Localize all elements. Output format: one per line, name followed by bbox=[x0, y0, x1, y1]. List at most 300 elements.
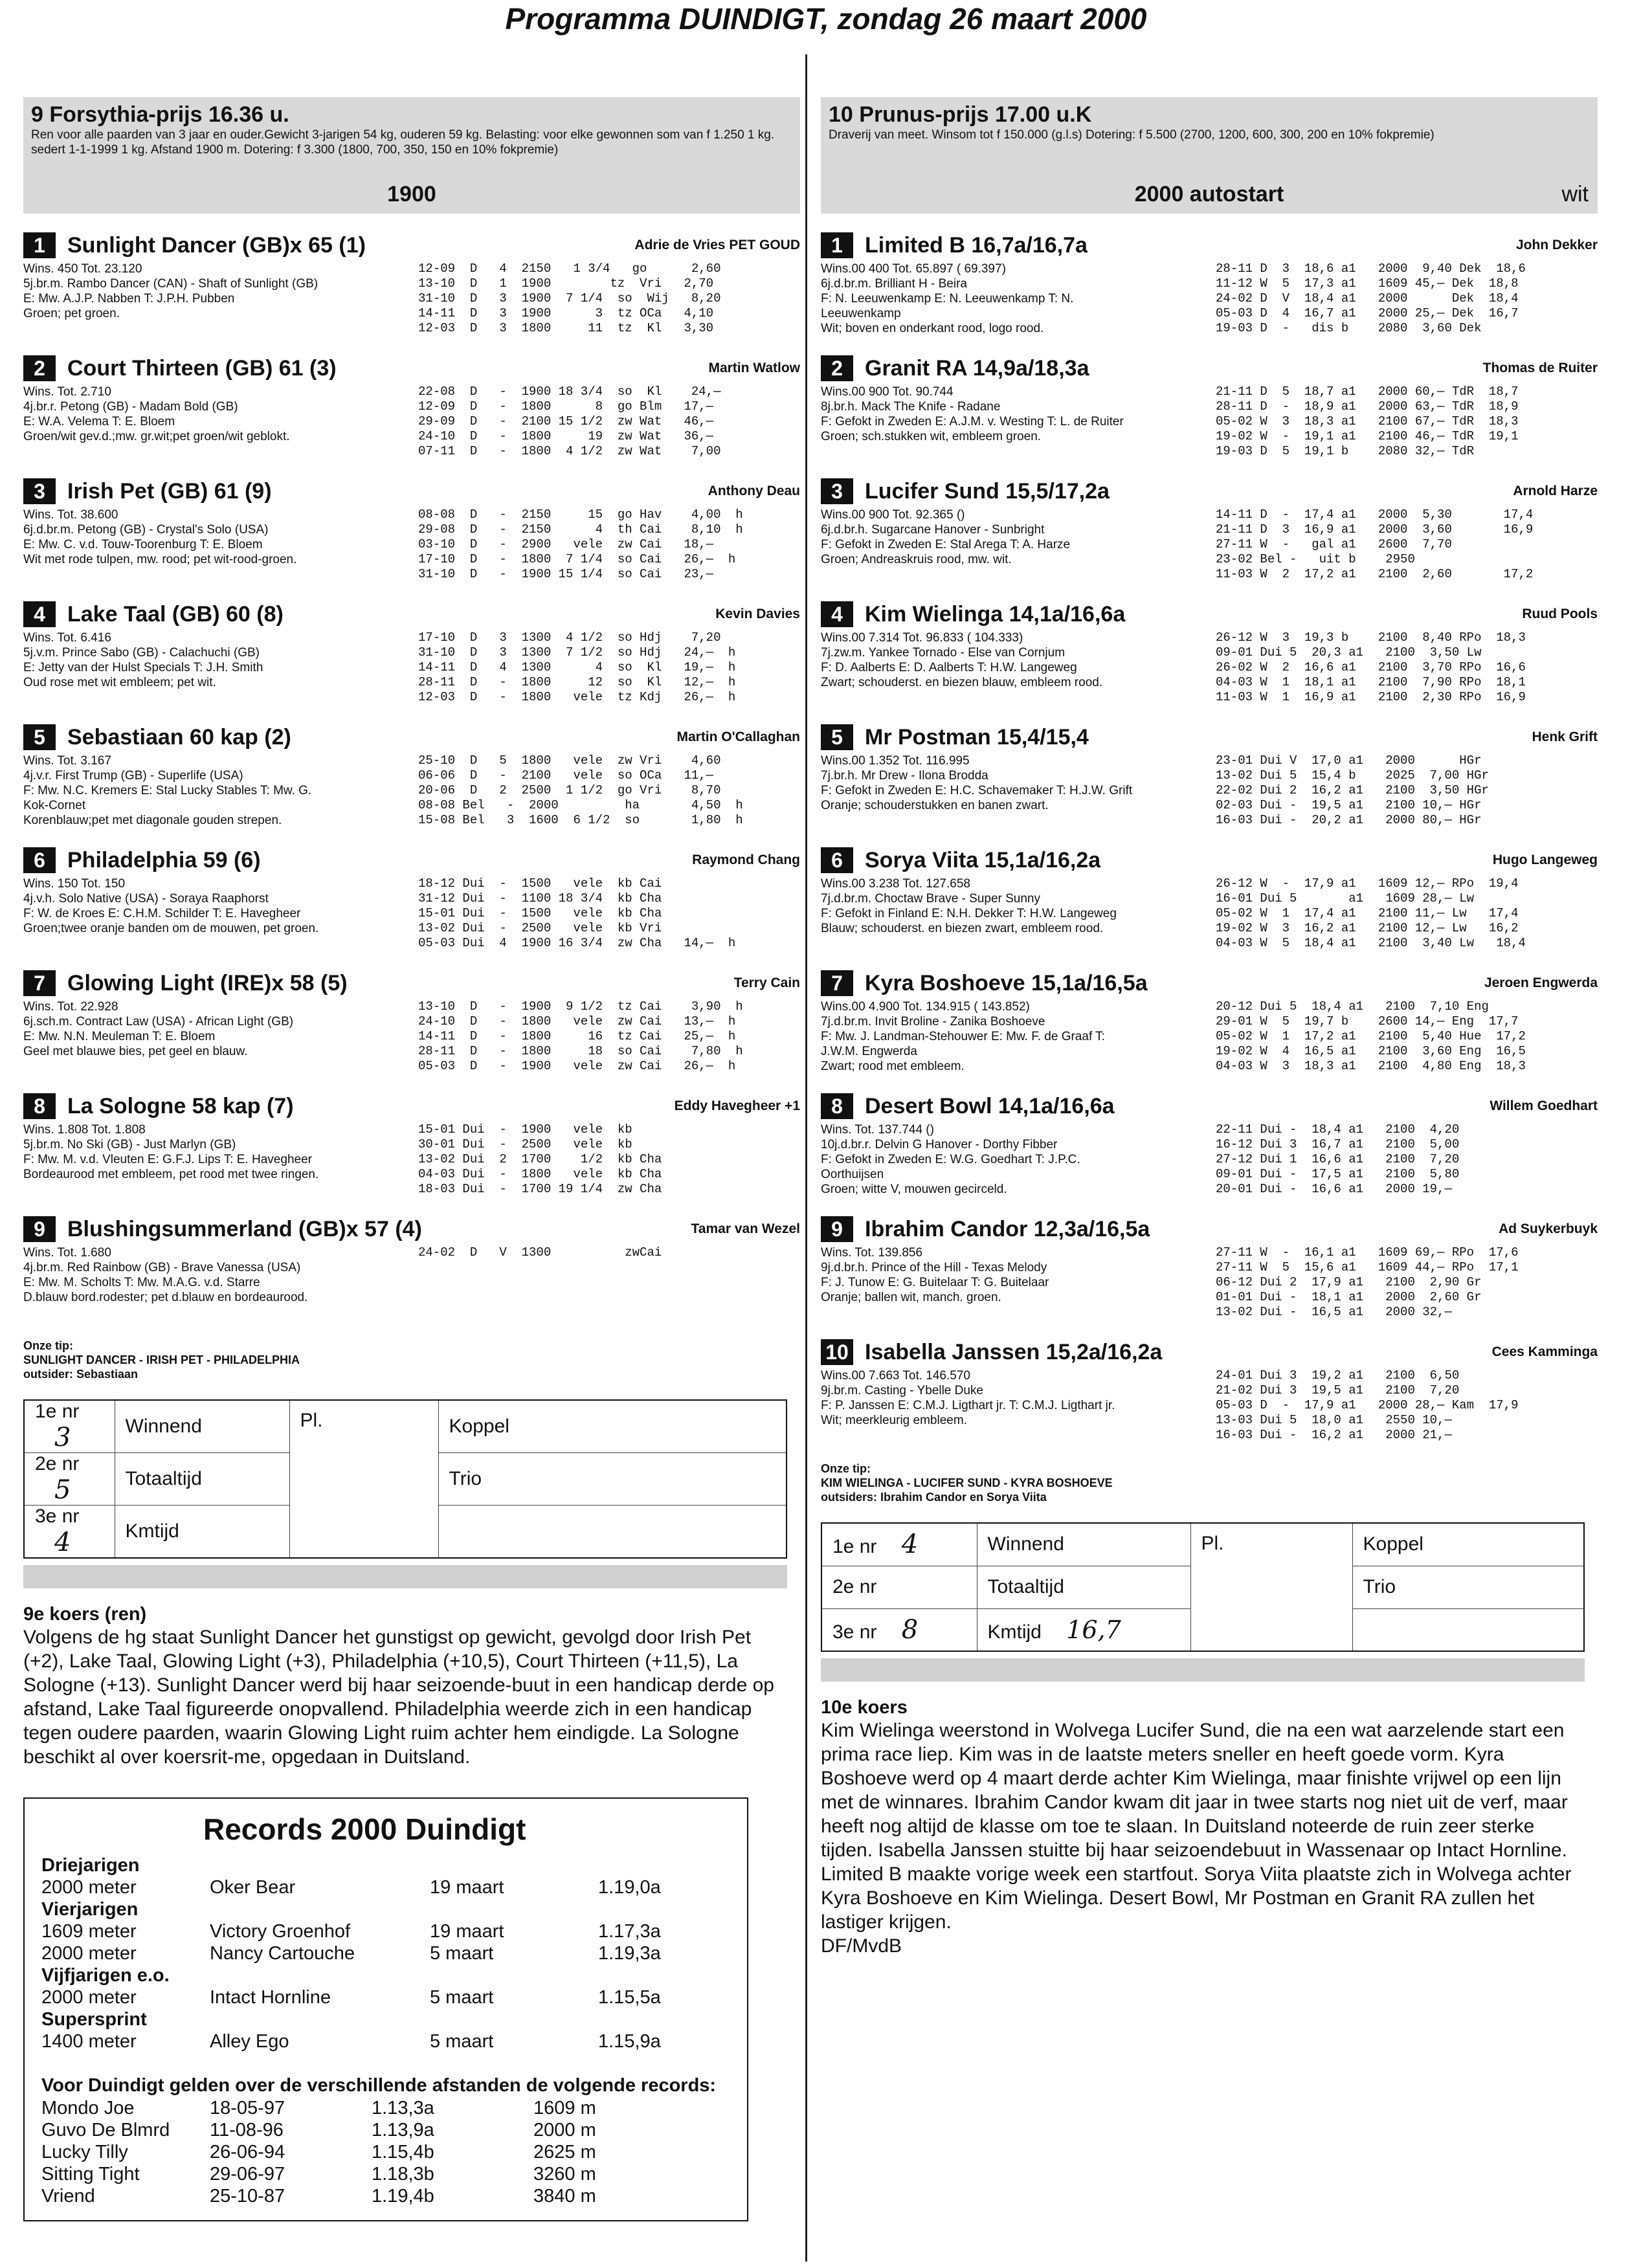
horse-details bbox=[23, 753, 800, 828]
history-cell: 1.18,3b bbox=[372, 2164, 434, 2185]
result-line: 24-10 D - 1800 vele zw Cai 13,— h bbox=[418, 1014, 736, 1028]
horse-header bbox=[23, 232, 800, 259]
horse-info-line: Groen/wit gev.d.;mw. gr.wit;pet groen/wit geblokt. bbox=[23, 430, 290, 443]
horse-name: Blushingsummerland (GB)x 57 (4) bbox=[67, 1216, 422, 1241]
result-line: 16-12 Dui 3 16,7 a1 2100 5,00 bbox=[1216, 1137, 1460, 1151]
result-line: 15-01 Dui - 1500 vele kb Cha bbox=[418, 906, 662, 920]
race9-distance: 1900 bbox=[387, 182, 436, 206]
horse-info-line: Wins.00 1.352 Tot. 116.995 bbox=[821, 754, 970, 768]
horse-info-line: J.W.M. Engwerda bbox=[821, 1045, 917, 1058]
horse-details bbox=[821, 507, 1598, 582]
horse-info-line: 6j.d.br.m. Brilliant H - Beira bbox=[821, 277, 967, 291]
race10-tip bbox=[821, 1462, 1598, 1504]
bet-type-label: Winnend bbox=[115, 1400, 289, 1453]
jockey-name: Hugo Langeweg bbox=[1492, 852, 1598, 867]
horse-name: Philadelphia 59 (6) bbox=[67, 847, 261, 873]
bet-type-label: Koppel bbox=[1352, 1523, 1584, 1566]
result-line: 24-02 D V 18,4 a1 2000 Dek 18,4 bbox=[1216, 291, 1519, 306]
bet-type-label: Kmtijd 16,7 bbox=[977, 1608, 1190, 1651]
horse-info bbox=[23, 261, 418, 336]
horse-info bbox=[821, 999, 1216, 1074]
horse-info-line: Wit; meerkleurig embleem. bbox=[821, 1414, 967, 1427]
result-line: 21-02 Dui 3 19,5 a1 2100 7,20 bbox=[1216, 1383, 1460, 1397]
bet-row-label: 2e nr 5 bbox=[24, 1453, 115, 1506]
record-cell: 2000 meter bbox=[41, 1943, 137, 1964]
result-line: 13-02 Dui - 16,5 a1 2000 32,— bbox=[1216, 1305, 1452, 1319]
result-line: 08-08 D - 2150 15 go Hav 4,00 h bbox=[418, 507, 743, 522]
record-cell: 1.19,0a bbox=[598, 1877, 661, 1898]
result-line: 09-01 Dui 5 20,3 a1 2100 3,50 Lw bbox=[1216, 645, 1482, 660]
result-line: 19-02 W 4 16,5 a1 2100 3,60 Eng 16,5 bbox=[1216, 1044, 1526, 1058]
horse-details bbox=[23, 507, 800, 582]
preview-title: 10e koers bbox=[821, 1697, 908, 1718]
horse-info-line: Korenblauw;pet met diagonale gouden strepen. bbox=[23, 814, 282, 827]
records-history bbox=[41, 2097, 730, 2207]
result-line: 16-03 Dui - 16,2 a1 2000 21,— bbox=[1216, 1428, 1452, 1442]
bet-row-label: 3e nr 4 bbox=[24, 1506, 115, 1559]
horse-info-line: F: Gefokt in Finland E: N.H. Dekker T: H.W. Langeweg bbox=[821, 907, 1117, 920]
bet-row-label: 3e nr 8 bbox=[821, 1608, 977, 1651]
horse-header bbox=[821, 847, 1598, 874]
horse-results bbox=[1216, 1368, 1518, 1443]
horse-results bbox=[418, 261, 720, 336]
result-line: 12-09 D 4 2150 1 3/4 go 2,60 bbox=[418, 261, 721, 276]
result-line: 05-03 D - 17,9 a1 2000 28,— Kam 17,9 bbox=[1216, 1398, 1519, 1412]
preview-text: Kim Wielinga weerstond in Wolvega Lucifer Sund, die na een wat aarzelende start een prima race liep. Kim was in de laatste meters sneller en heeft goede vorm. Kyra Boshoeve werd op 4 maart derde achter Kim Wielinga, maar finishte vrijwel op een lijn met de winnares. Ibrahim Candor kwam dit jaar in twee starts nog niet uit de verf, maar heeft nog altijd de klasse om toe te slaan. In Duitsland noteerde de ruin zeer sterke tijden. Isabella Janssen stuitte bij haar seizoendebuut in Wassenaar op Intact Hornline. Limited B maakte vorige week een startfout. Sorya Viita plaatste zich in Wolvega achter Kyra Boshoeve en Kim Wielinga. Desert Bowl, Mr Postman en Granit RA zullen het lastiger krijgen. bbox=[821, 1720, 1572, 1933]
horse-entry bbox=[821, 1093, 1598, 1197]
horse-info-line: Wins. Tot. 2.710 bbox=[23, 385, 111, 399]
horse-info bbox=[23, 630, 418, 705]
jockey-name: Adrie de Vries PET GOUD bbox=[634, 238, 800, 252]
horse-info-line: Leeuwenkamp bbox=[821, 307, 901, 320]
horse-header bbox=[23, 1216, 800, 1243]
horse-name: La Sologne 58 kap (7) bbox=[67, 1093, 294, 1118]
records-groups bbox=[41, 1854, 730, 2052]
record-cell: 1.17,3a bbox=[598, 1921, 661, 1942]
result-line: 13-03 Dui 5 18,0 a1 2550 10,— bbox=[1216, 1413, 1452, 1427]
race10-header bbox=[821, 97, 1598, 214]
horse-entry bbox=[821, 601, 1598, 706]
horse-name: Lucifer Sund 15,5/17,2a bbox=[865, 478, 1110, 504]
horse-entry bbox=[821, 1216, 1598, 1320]
horse-entry bbox=[23, 970, 800, 1074]
horse-header bbox=[821, 478, 1598, 505]
horse-info-line: Groen; pet groen. bbox=[23, 307, 120, 320]
horse-number: 1 bbox=[23, 232, 56, 258]
horse-info bbox=[821, 876, 1216, 951]
horse-entry bbox=[23, 1216, 800, 1320]
horse-header bbox=[23, 970, 800, 997]
race10-color: wit bbox=[1561, 182, 1589, 206]
horse-details bbox=[23, 999, 800, 1074]
horse-info-line: Wins. 150 Tot. 150 bbox=[23, 877, 126, 891]
result-line: 19-03 D - dis b 2080 3,60 Dek bbox=[1216, 321, 1482, 335]
result-line: 31-12 Dui - 1100 18 3/4 kb Cha bbox=[418, 891, 662, 906]
horse-info-line: Wins.00 900 Tot. 90.744 bbox=[821, 385, 954, 399]
horse-name: Kim Wielinga 14,1a/16,6a bbox=[865, 601, 1126, 627]
horse-name: Granit RA 14,9a/18,3a bbox=[865, 355, 1089, 381]
horse-info-line: E: Mw. N.N. Meuleman T: E. Bloem bbox=[23, 1030, 216, 1043]
history-cell: Mondo Joe bbox=[41, 2098, 135, 2118]
result-line: 17-10 D - 1800 7 1/4 so Cai 26,— h bbox=[418, 552, 736, 566]
result-line: 14-11 D 3 1900 3 tz OCa 4,10 bbox=[418, 306, 714, 320]
horse-details bbox=[821, 261, 1598, 336]
tip-horses: KIM WIELINGA - LUCIFER SUND - KYRA BOSHOEVE bbox=[821, 1476, 1113, 1489]
records-note: Voor Duindigt gelden over de verschillende afstanden de volgende records: bbox=[41, 2075, 717, 2096]
horse-info-line: Oranje; ballen wit, manch. groen. bbox=[821, 1291, 1001, 1304]
jockey-name: Ad Suykerbuyk bbox=[1499, 1221, 1598, 1236]
record-cell: 1.15,5a bbox=[598, 1987, 661, 2008]
record-cell: 1400 meter bbox=[41, 2031, 137, 2052]
record-cell: Intact Hornline bbox=[210, 1987, 331, 2008]
result-line: 05-03 D 4 16,7 a1 2000 25,— Dek 16,7 bbox=[1216, 306, 1519, 320]
jockey-name: Martin Watlow bbox=[708, 361, 800, 375]
record-row bbox=[41, 1876, 730, 1898]
horse-name: Desert Bowl 14,1a/16,6a bbox=[865, 1093, 1115, 1118]
preview-title: 9e koers (ren) bbox=[23, 1604, 147, 1625]
gray-bar bbox=[821, 1658, 1585, 1682]
tip-label: Onze tip: bbox=[821, 1462, 871, 1475]
bet-type-label: Trio bbox=[438, 1453, 787, 1506]
horse-number: 7 bbox=[821, 970, 853, 996]
bet-place-label: Pl. bbox=[289, 1400, 438, 1558]
horse-results bbox=[1216, 1245, 1518, 1320]
race10-title: 10 Prunus-prijs 17.00 u.K bbox=[829, 102, 1092, 127]
horse-info-line: F: Gefokt in Zweden E: W.G. Goedhart T: J.P.C. bbox=[821, 1153, 1080, 1166]
history-cell: 1.15,4b bbox=[372, 2142, 434, 2162]
history-cell: 2000 m bbox=[533, 2120, 596, 2140]
bet-type-label: Kmtijd bbox=[115, 1506, 289, 1559]
records-box bbox=[23, 1797, 748, 2221]
horse-info-line: Wins.00 7.663 Tot. 146.570 bbox=[821, 1369, 970, 1383]
horse-info-line: Wins.00 4.900 Tot. 134.915 ( 143.852) bbox=[821, 1000, 1030, 1014]
history-cell: 1.13,3a bbox=[372, 2098, 434, 2118]
horse-info bbox=[821, 1122, 1216, 1197]
column-divider bbox=[805, 54, 807, 2262]
result-line: 18-12 Dui - 1500 vele kb Cai bbox=[418, 876, 662, 891]
history-cell: 3840 m bbox=[533, 2186, 596, 2207]
result-line: 20-12 Dui 5 18,4 a1 2100 7,10 Eng bbox=[1216, 999, 1489, 1014]
horse-number: 4 bbox=[821, 601, 853, 627]
horse-details bbox=[821, 630, 1598, 705]
result-line: 18-03 Dui - 1700 19 1/4 zw Cha bbox=[418, 1182, 662, 1196]
horse-info-line: Groen; Andreaskruis rood, mw. wit. bbox=[821, 553, 1012, 566]
record-category: Driejarigen bbox=[41, 1855, 140, 1876]
horse-name: Sorya Viita 15,1a/16,2a bbox=[865, 847, 1101, 873]
race9-header bbox=[23, 97, 800, 214]
result-line: 03-10 D - 2900 vele zw Cai 18,— bbox=[418, 537, 714, 551]
result-line: 07-11 D - 1800 4 1/2 zw Wat 7,00 bbox=[418, 444, 721, 458]
history-row bbox=[41, 2119, 730, 2141]
handwritten-number: 3 bbox=[54, 1423, 71, 1452]
race10-preview bbox=[821, 1697, 1585, 1958]
horse-info bbox=[821, 507, 1216, 582]
horse-info-line: F: Gefokt in Zweden E: H.C. Schavemaker T: H.J.W. Grift bbox=[821, 784, 1133, 797]
result-line: 25-10 D 5 1800 vele zw Vri 4,60 bbox=[418, 753, 721, 768]
result-line: 13-02 Dui - 2500 vele kb Vri bbox=[418, 921, 662, 935]
horse-info-line: Wins.00 7.314 Tot. 96.833 ( 104.333) bbox=[821, 631, 1023, 645]
horse-name: Mr Postman 15,4/15,4 bbox=[865, 724, 1089, 750]
horse-entry bbox=[821, 232, 1598, 337]
left-column bbox=[23, 97, 800, 2221]
result-line: 13-02 Dui 2 1700 1/2 kb Cha bbox=[418, 1152, 662, 1166]
horse-number: 5 bbox=[23, 724, 56, 750]
result-line: 23-01 Dui V 17,0 a1 2000 HGr bbox=[1216, 753, 1482, 768]
horse-info-line: Wins. Tot. 6.416 bbox=[23, 631, 111, 645]
jockey-name: Jeroen Engwerda bbox=[1484, 975, 1598, 990]
horse-info-line: Wins.00 900 Tot. 92.365 () bbox=[821, 508, 965, 522]
result-line: 15-08 Bel 3 1600 6 1/2 so 1,80 h bbox=[418, 813, 743, 827]
result-line: 27-11 W 5 15,6 a1 1609 44,— RPo 17,1 bbox=[1216, 1260, 1519, 1274]
horse-info-line: Oud rose met wit embleem; pet wit. bbox=[23, 676, 216, 689]
preview-signature: DF/MvdB bbox=[821, 1935, 902, 1957]
race9-preview bbox=[23, 1604, 787, 1769]
horse-results bbox=[418, 630, 735, 705]
horse-details bbox=[23, 261, 800, 336]
right-column bbox=[821, 97, 1598, 1958]
result-line: 21-11 D 3 16,9 a1 2000 3,60 16,9 bbox=[1216, 522, 1534, 537]
record-cell: 5 maart bbox=[430, 1943, 494, 1964]
jockey-name: Raymond Chang bbox=[692, 852, 800, 867]
race10-distance: 2000 autostart bbox=[1134, 182, 1284, 206]
horse-results bbox=[418, 753, 743, 828]
horse-number: 1 bbox=[821, 232, 853, 258]
race9-title: 9 Forsythia-prijs 16.36 u. bbox=[31, 102, 289, 127]
horse-info-line: Groen; sch.stukken wit, embleem groen. bbox=[821, 430, 1042, 443]
history-cell: 1609 m bbox=[533, 2098, 596, 2118]
result-line: 13-10 D - 1900 9 1/2 tz Cai 3,90 h bbox=[418, 999, 743, 1014]
records-title: Records 2000 Duindigt bbox=[203, 1812, 526, 1846]
horse-number: 5 bbox=[821, 724, 853, 750]
horse-details bbox=[821, 999, 1598, 1074]
result-line: 09-01 Dui - 17,5 a1 2100 5,80 bbox=[1216, 1167, 1460, 1181]
record-category: Vijfjarigen e.o. bbox=[41, 1965, 170, 1986]
horse-info-line: Wit; boven en onderkant rood, logo rood. bbox=[821, 322, 1044, 335]
page-title: Programma DUINDIGT, zondag 26 maart 2000 bbox=[505, 2, 1147, 36]
horse-info-line: Oorthuijsen bbox=[821, 1168, 884, 1181]
result-line: 29-09 D - 2100 15 1/2 zw Wat 46,— bbox=[418, 414, 714, 428]
record-cell: 1.15,9a bbox=[598, 2031, 661, 2052]
horse-header bbox=[23, 724, 800, 751]
horse-entry bbox=[23, 355, 800, 460]
record-category: Supersprint bbox=[41, 2009, 147, 2030]
history-row bbox=[41, 2097, 730, 2119]
race10-description: Draverij van meet. Winsom tot f 150.000 (g.l.s) Dotering: f 5.500 (2700, 1200, 600, 300, 200 en 10% fokpremie) bbox=[829, 128, 1434, 142]
horse-info-line: F: W. de Kroes E: C.H.M. Schilder T: E. Havegheer bbox=[23, 907, 301, 920]
result-line: 02-03 Dui - 19,5 a1 2100 10,— HGr bbox=[1216, 798, 1482, 812]
history-cell: 29-06-97 bbox=[210, 2164, 285, 2185]
horse-info-line: 7j.zw.m. Yankee Tornado - Else van Cornjum bbox=[821, 646, 1066, 660]
horse-name: Sunlight Dancer (GB)x 65 (1) bbox=[67, 232, 366, 258]
horse-info-line: 4j.v.h. Solo Native (USA) - Soraya Raaphorst bbox=[23, 892, 269, 906]
jockey-name: Thomas de Ruiter bbox=[1482, 361, 1598, 375]
result-line: 20-01 Dui - 16,6 a1 2000 19,— bbox=[1216, 1182, 1452, 1196]
history-cell: 2625 m bbox=[533, 2142, 596, 2162]
horse-info-line: Zwart; rood met embleem. bbox=[821, 1060, 965, 1073]
result-line: 14-11 D 4 1300 4 so Kl 19,— h bbox=[418, 660, 736, 674]
horse-details bbox=[23, 1122, 800, 1197]
bet-empty-cell bbox=[1352, 1608, 1584, 1651]
bet-type-label: Totaaltijd bbox=[977, 1566, 1190, 1608]
jockey-name: Ruud Pools bbox=[1522, 606, 1598, 621]
result-line: 28-11 D - 18,9 a1 2000 63,— TdR 18,9 bbox=[1216, 399, 1519, 414]
horse-info-line: Groen;twee oranje banden om de mouwen, pet groen. bbox=[23, 922, 319, 935]
horse-number: 8 bbox=[23, 1093, 56, 1119]
result-line: 24-01 Dui 3 19,2 a1 2100 6,50 bbox=[1216, 1368, 1460, 1383]
horse-number: 6 bbox=[23, 847, 56, 873]
history-row bbox=[41, 2163, 730, 2185]
result-line: 16-01 Dui 5 a1 1609 28,— Lw bbox=[1216, 891, 1475, 906]
horse-name: Isabella Janssen 15,2a/16,2a bbox=[865, 1339, 1163, 1364]
horse-header bbox=[821, 232, 1598, 259]
horse-info-line: F: Gefokt in Zweden E: A.J.M. v. Westing T: L. de Ruiter bbox=[821, 415, 1124, 428]
horse-details bbox=[821, 876, 1598, 951]
jockey-name: Henk Grift bbox=[1532, 729, 1598, 744]
result-line: 31-10 D 3 1900 7 1/4 so Wij 8,20 bbox=[418, 291, 721, 306]
result-line: 13-10 D 1 1900 tz Vri 2,70 bbox=[418, 276, 714, 291]
horse-results bbox=[1216, 630, 1526, 705]
horse-info-line: 6j.sch.m. Contract Law (USA) - African Light (GB) bbox=[23, 1015, 294, 1028]
result-line: 21-11 D 5 18,7 a1 2000 60,— TdR 18,7 bbox=[1216, 384, 1519, 399]
handwritten-number: 4 bbox=[54, 1528, 71, 1557]
jockey-name: Cees Kamminga bbox=[1491, 1344, 1598, 1359]
horse-number: 2 bbox=[23, 355, 56, 381]
result-line: 22-11 Dui - 18,4 a1 2100 4,20 bbox=[1216, 1122, 1460, 1137]
record-cell: Nancy Cartouche bbox=[210, 1943, 355, 1964]
horse-number: 9 bbox=[23, 1216, 56, 1242]
horse-entry bbox=[821, 847, 1598, 951]
result-line: 05-03 D - 1900 vele zw Cai 26,— h bbox=[418, 1059, 736, 1073]
horse-info bbox=[23, 384, 418, 459]
horse-name: Court Thirteen (GB) 61 (3) bbox=[67, 355, 337, 381]
horse-info-line: Wins. 450 Tot. 23.120 bbox=[23, 262, 142, 276]
result-line: 24-10 D - 1800 19 zw Wat 36,— bbox=[418, 429, 714, 443]
result-line: 12-09 D - 1800 8 go Blm 17,— bbox=[418, 399, 714, 414]
horse-info-line: 7j.d.br.m. Invit Broline - Zanika Boshoeve bbox=[821, 1015, 1045, 1028]
horse-header bbox=[821, 1216, 1598, 1243]
horse-info bbox=[23, 876, 418, 951]
horse-details bbox=[821, 384, 1598, 459]
record-category: Vierjarigen bbox=[41, 1899, 139, 1920]
jockey-name: Martin O'Callaghan bbox=[676, 729, 800, 744]
result-line: 08-08 Bel - 2000 ha 4,50 h bbox=[418, 798, 743, 812]
horse-entry bbox=[23, 724, 800, 828]
result-line: 01-01 Dui - 18,1 a1 2000 2,60 Gr bbox=[1216, 1290, 1482, 1304]
horse-info-line: Wins. Tot. 22.928 bbox=[23, 1000, 118, 1014]
horse-name: Limited B 16,7a/16,7a bbox=[865, 232, 1088, 258]
horse-info-line: 10j.d.br.r. Delvin G Hanover - Dorthy Fibber bbox=[821, 1138, 1058, 1151]
result-line: 05-02 W 1 17,4 a1 2100 11,— Lw 17,4 bbox=[1216, 906, 1519, 920]
record-row bbox=[41, 1942, 730, 1964]
race10-horse-list bbox=[821, 232, 1598, 1443]
horse-info-line: Bordeaurood met embleem, pet rood met twee ringen. bbox=[23, 1168, 319, 1181]
result-line: 19-02 W 3 16,2 a1 2100 12,— Lw 16,2 bbox=[1216, 921, 1519, 935]
history-cell: Guvo De Blmrd bbox=[41, 2120, 170, 2140]
result-line: 04-03 Dui - 1800 vele kb Cha bbox=[418, 1167, 662, 1181]
horse-details bbox=[821, 1245, 1598, 1320]
bet-row-label: 1e nr 4 bbox=[821, 1523, 977, 1566]
history-cell: 26-06-94 bbox=[210, 2142, 285, 2162]
horse-results bbox=[418, 999, 743, 1074]
jockey-name: Willem Goedhart bbox=[1490, 1098, 1598, 1113]
horse-header bbox=[821, 1339, 1598, 1366]
horse-info bbox=[821, 1245, 1216, 1320]
record-cell: Victory Groenhof bbox=[210, 1921, 351, 1942]
horse-details bbox=[821, 1122, 1598, 1197]
horse-info-line: 8j.br.h. Mack The Knife - Radane bbox=[821, 400, 1001, 414]
result-line: 15-01 Dui - 1900 vele kb bbox=[418, 1122, 632, 1137]
horse-info-line: Wins. Tot. 38.600 bbox=[23, 508, 118, 522]
result-line: 11-03 W 2 17,2 a1 2100 2,60 17,2 bbox=[1216, 567, 1534, 581]
horse-name: Ibrahim Candor 12,3a/16,5a bbox=[865, 1216, 1150, 1241]
result-line: 11-03 W 1 16,9 a1 2100 2,30 RPo 16,9 bbox=[1216, 690, 1526, 704]
bet-row-label: 2e nr bbox=[821, 1566, 977, 1608]
horse-info bbox=[821, 261, 1216, 336]
horse-info-line: Wit met rode tulpen, mw. rood; pet wit-rood-groen. bbox=[23, 553, 297, 566]
horse-results bbox=[1216, 1122, 1459, 1197]
horse-results bbox=[1216, 261, 1526, 336]
horse-details bbox=[23, 876, 800, 951]
horse-details bbox=[821, 753, 1598, 828]
result-line: 11-12 W 5 17,3 a1 1609 45,— Dek 18,8 bbox=[1216, 276, 1519, 291]
result-line: 26-12 W - 17,9 a1 1609 12,— RPo 19,4 bbox=[1216, 876, 1519, 891]
result-line: 05-03 Dui 4 1900 16 3/4 zw Cha 14,— h bbox=[418, 936, 736, 950]
horse-info-line: F: Mw. N.C. Kremers E: Stal Lucky Stables T: Mw. G. bbox=[23, 784, 312, 797]
handwritten-number: 8 bbox=[901, 1614, 919, 1645]
horse-info bbox=[821, 753, 1216, 828]
history-cell: 18-05-97 bbox=[210, 2098, 285, 2118]
horse-name: Glowing Light (IRE)x 58 (5) bbox=[67, 970, 348, 995]
horse-info-line: 5j.v.m. Prince Sabo (GB) - Calachuchi (GB) bbox=[23, 646, 260, 660]
horse-info-line: Kok-Cornet bbox=[23, 799, 86, 812]
horse-number: 3 bbox=[821, 478, 853, 504]
result-line: 28-11 D 3 18,6 a1 2000 9,40 Dek 18,6 bbox=[1216, 261, 1526, 276]
result-line: 28-11 D - 1800 12 so Kl 12,— h bbox=[418, 675, 736, 689]
result-line: 19-02 W - 19,1 a1 2100 46,— TdR 19,1 bbox=[1216, 429, 1519, 443]
record-cell: 1.19,3a bbox=[598, 1943, 661, 1964]
horse-details bbox=[821, 1368, 1598, 1443]
result-line: 06-06 D - 2100 vele so OCa 11,— bbox=[418, 768, 714, 783]
horse-name: Lake Taal (GB) 60 (8) bbox=[67, 601, 284, 627]
race9-description: Ren voor alle paarden van 3 jaar en ouder.Gewicht 3-jarigen 54 kg, ouderen 59 kg. Belasting: voor elke gewonnen som van f 1.250 1 kg. sedert 1-1-1999 1 kg. Afstand 1900 m. Dotering: f 3.300 (1800, 700, 350, 150 en 10% fokpremie) bbox=[31, 128, 775, 157]
horse-entry bbox=[821, 724, 1598, 828]
record-row bbox=[41, 2030, 730, 2052]
horse-header bbox=[23, 478, 800, 505]
horse-details bbox=[23, 384, 800, 459]
horse-entry bbox=[23, 1093, 800, 1197]
horse-results bbox=[418, 1122, 662, 1197]
result-line: 16-03 Dui - 20,2 a1 2000 80,— HGr bbox=[1216, 813, 1482, 827]
result-line: 22-08 D - 1900 18 3/4 so Kl 24,— bbox=[418, 384, 721, 399]
result-line: 14-11 D - 1800 16 tz Cai 25,— h bbox=[418, 1029, 736, 1043]
horse-name: Kyra Boshoeve 15,1a/16,5a bbox=[865, 970, 1148, 995]
result-line: 19-03 D 5 19,1 b 2080 32,— TdR bbox=[1216, 444, 1475, 458]
result-line: 23-02 Bel - uit b 2950 bbox=[1216, 552, 1415, 566]
result-line: 22-02 Dui 2 16,2 a1 2100 3,50 HGr bbox=[1216, 783, 1489, 797]
horse-info-line: Oranje; schouderstukken en banen zwart. bbox=[821, 799, 1049, 812]
horse-info-line: 5j.br.m. Rambo Dancer (CAN) - Shaft of Sunlight (GB) bbox=[23, 277, 318, 291]
horse-name: Sebastiaan 60 kap (2) bbox=[67, 724, 291, 750]
result-line: 31-10 D 3 1300 7 1/2 so Hdj 24,— h bbox=[418, 645, 736, 660]
result-line: 05-02 W 1 17,2 a1 2100 5,40 Hue 17,2 bbox=[1216, 1029, 1526, 1043]
horse-info-line: Wins. 1.808 Tot. 1.808 bbox=[23, 1123, 146, 1137]
horse-info-line: 9j.d.br.h. Prince of the Hill - Texas Melody bbox=[821, 1261, 1047, 1274]
result-line: 27-12 Dui 1 16,6 a1 2100 7,20 bbox=[1216, 1152, 1460, 1166]
jockey-name: Eddy Havegheer +1 bbox=[674, 1098, 800, 1113]
bet-empty-cell bbox=[438, 1506, 787, 1559]
horse-info-line: Wins. Tot. 139.856 bbox=[821, 1246, 923, 1260]
history-cell: Vriend bbox=[41, 2186, 95, 2207]
